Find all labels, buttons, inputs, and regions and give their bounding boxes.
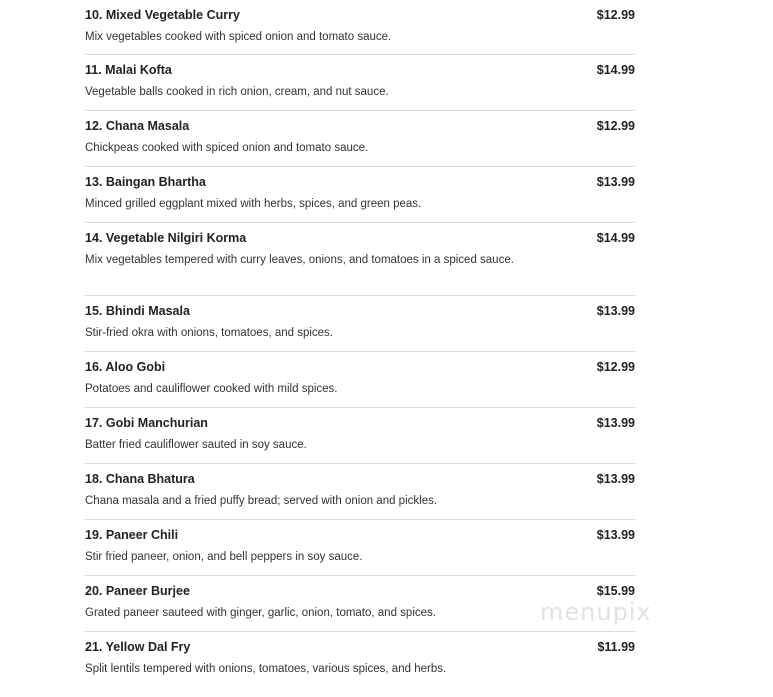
menu-item	[85, 0, 635, 55]
item-price: $12.99	[596, 8, 635, 22]
item-price: $15.99	[596, 584, 635, 598]
item-description: Chickpeas cooked with spiced onion and tomato sauce.	[85, 142, 369, 154]
item-price: $13.99	[596, 304, 635, 318]
item-description: Split lentils tempered with onions, tomatoes, various spices, and herbs.	[85, 663, 447, 675]
item-description: Chana masala and a fried puffy bread; served with onion and pickles.	[85, 495, 438, 507]
item-description: Mix vegetables cooked with spiced onion and tomato sauce.	[85, 31, 392, 43]
item-description: Stir fried paneer, onion, and bell peppers in soy sauce.	[85, 551, 363, 563]
menu-item	[85, 223, 635, 296]
item-name: 19. Paneer Chili	[85, 528, 179, 542]
item-name: 17. Gobi Manchurian	[85, 416, 208, 430]
menu-item	[85, 464, 635, 520]
item-price: $14.99	[596, 63, 635, 77]
item-name: 15. Bhindi Masala	[85, 304, 190, 318]
item-name: 18. Chana Bhatura	[85, 472, 195, 486]
item-price: $11.99	[597, 640, 635, 654]
menu-item	[85, 167, 635, 223]
item-price: $13.99	[596, 528, 635, 542]
item-description: Minced grilled eggplant mixed with herbs, spices, and green peas.	[85, 198, 422, 210]
item-description: Vegetable balls cooked in rich onion, cream, and nut sauce.	[85, 86, 389, 98]
item-price: $12.99	[596, 119, 635, 133]
menu-item	[85, 296, 635, 352]
item-name: 16. Aloo Gobi	[85, 360, 166, 374]
item-price: $13.99	[596, 416, 635, 430]
item-name: 10. Mixed Vegetable Curry	[85, 8, 240, 22]
item-price: $12.99	[596, 360, 635, 374]
item-name: 14. Vegetable Nilgiri Korma	[85, 231, 247, 245]
menu-item	[85, 632, 635, 692]
item-name: 21. Yellow Dal Fry	[85, 640, 191, 654]
item-description: Potatoes and cauliflower cooked with mild spices.	[85, 383, 338, 395]
menu-item	[85, 55, 635, 111]
watermark-logo: menupix	[540, 598, 652, 626]
menu-list	[85, 0, 635, 692]
item-description: Grated paneer sauteed with ginger, garlic, onion, tomato, and spices.	[85, 607, 436, 619]
item-name: 11. Malai Kofta	[85, 63, 172, 77]
item-price: $14.99	[596, 231, 635, 245]
item-price: $13.99	[596, 472, 635, 486]
item-name: 13. Baingan Bhartha	[85, 175, 206, 189]
menu-item	[85, 111, 635, 167]
menu-item	[85, 520, 635, 576]
item-description: Batter fried cauliflower sauted in soy sauce.	[85, 439, 307, 451]
item-name: 12. Chana Masala	[85, 119, 190, 133]
item-price: $13.99	[596, 175, 635, 189]
menu-item	[85, 352, 635, 408]
item-description: Mix vegetables tempered with curry leaves, onions, and tomatoes in a spiced sauce.	[85, 254, 514, 266]
item-description: Stir-fried okra with onions, tomatoes, and spices.	[85, 327, 334, 339]
item-name: 20. Paneer Burjee	[85, 584, 190, 598]
menu-item	[85, 576, 635, 632]
menu-item	[85, 408, 635, 464]
